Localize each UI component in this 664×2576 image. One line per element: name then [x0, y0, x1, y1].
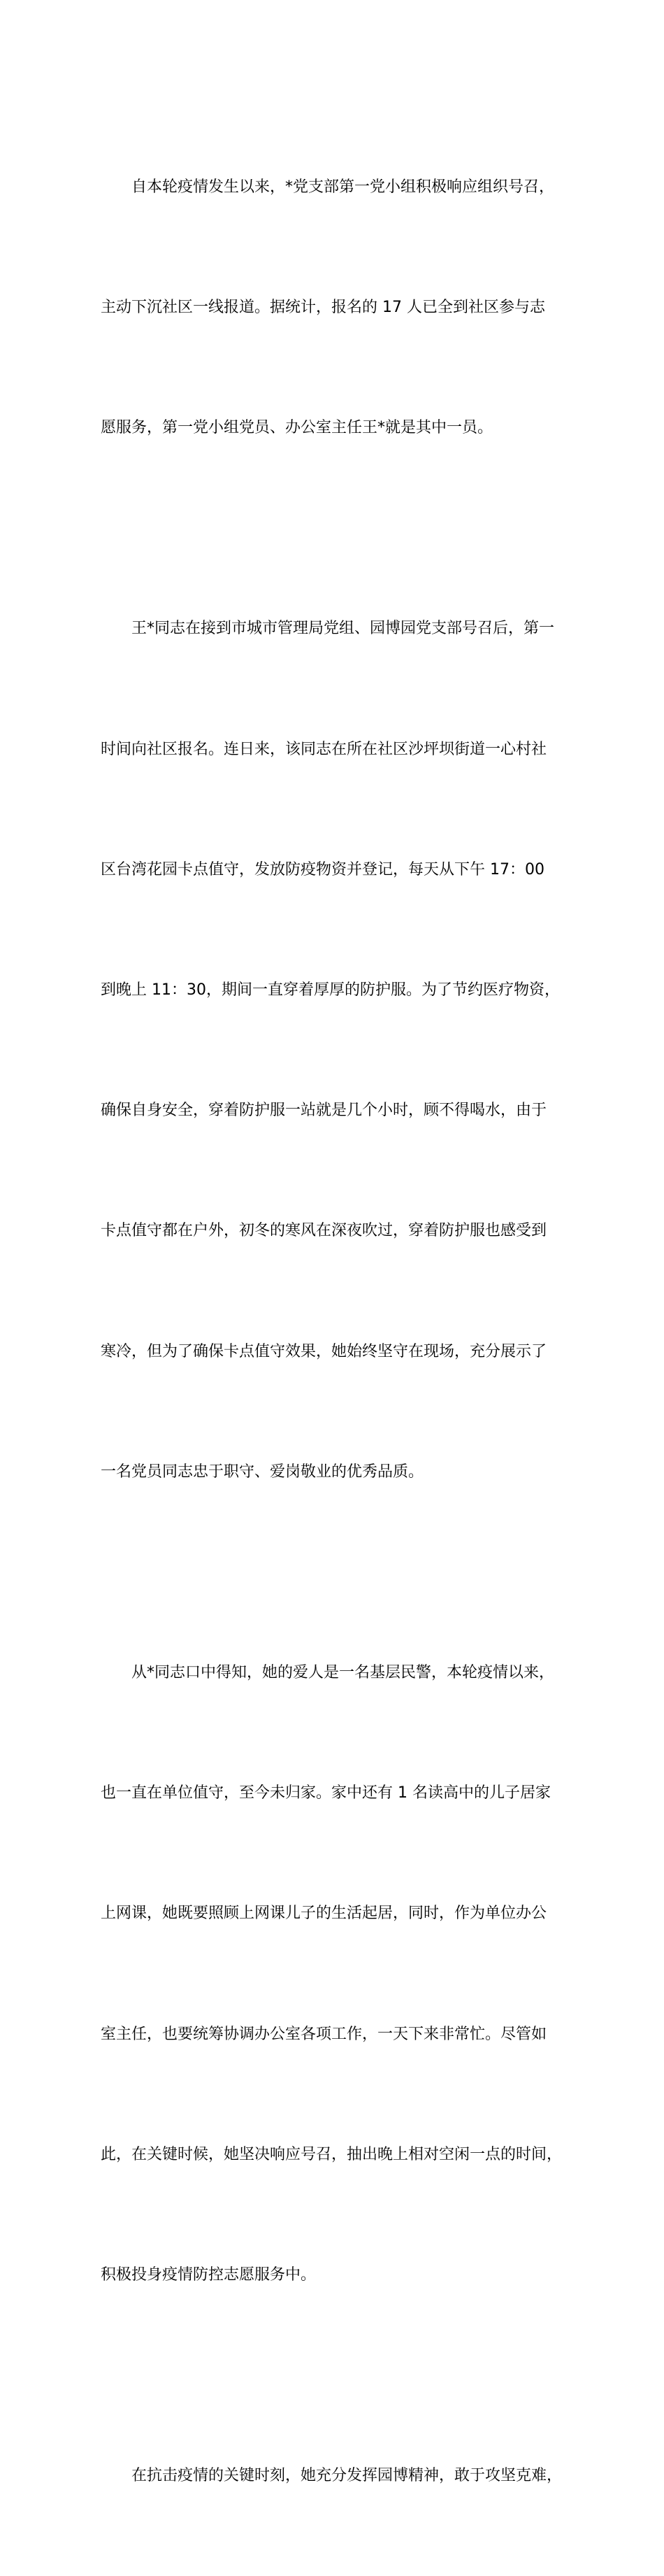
text-line: 一名党员同志忠于职守、爱岗敬业的优秀品质。: [101, 1463, 424, 1481]
text-line: 确保自身安全，穿着防护服一站就是几个小时，顾不得喝水，由于: [101, 1102, 547, 1120]
paragraph-3: [101, 1572, 583, 2375]
paragraph-2: [101, 528, 583, 1572]
text-line: 积极投身疫情防控志愿服务中。: [101, 2265, 317, 2284]
document-body: [101, 87, 583, 2576]
text-line: 卡点值守都在户外，初冬的寒风在深夜吹过，穿着防护服也感受到: [101, 1222, 547, 1240]
text-line: 上网课，她既要照顾上网课儿子的生活起居，同时，作为单位办公: [101, 1905, 547, 1923]
paragraph-1: [101, 87, 583, 528]
text-line: 区台湾花园卡点值守，发放防疫物资并登记，每天从下午 17：00: [101, 860, 544, 878]
text-line: 到晚上 11：30，期间一直穿着厚厚的防护服。为了节约医疗物资，: [101, 981, 560, 999]
text-line: 此，在关键时候，她坚决响应号召，抽出晚上相对空闲一点的时间，: [101, 2145, 563, 2163]
text-line: 愿服务，第一党小组党员、办公室主任王*就是其中一员。: [101, 419, 493, 437]
text-line: 主动下沉社区一线报道。据统计，报名的 17 人已全到社区参与志: [101, 299, 545, 317]
text-line: 王*同志在接到市城市管理局党组、园博园党支部号召后，第一: [131, 620, 555, 638]
text-line: 寒冷，但为了确保卡点值守效果，她始终坚守在现场，充分展示了: [101, 1342, 547, 1360]
text-line: 也一直在单位值守，至今未归家。家中还有 1 名读高中的儿子居家: [101, 1784, 551, 1802]
text-line: 室主任，也要统筹协调办公室各项工作，一天下来非常忙。尽管如: [101, 2025, 547, 2043]
text-line: 在抗击疫情的关键时刻，她充分发挥园博精神，敢于攻坚克难，: [131, 2466, 563, 2484]
text-line: 自本轮疫情发生以来，*党支部第一党小组积极响应组织号召，: [131, 178, 555, 196]
text-line: 时间向社区报名。连日来，该同志在所在社区沙坪坝街道一心村社: [101, 740, 547, 758]
text-line: 从*同志口中得知，她的爱人是一名基层民警，本轮疫情以来，: [131, 1663, 555, 1681]
paragraph-4: [101, 2375, 583, 2576]
